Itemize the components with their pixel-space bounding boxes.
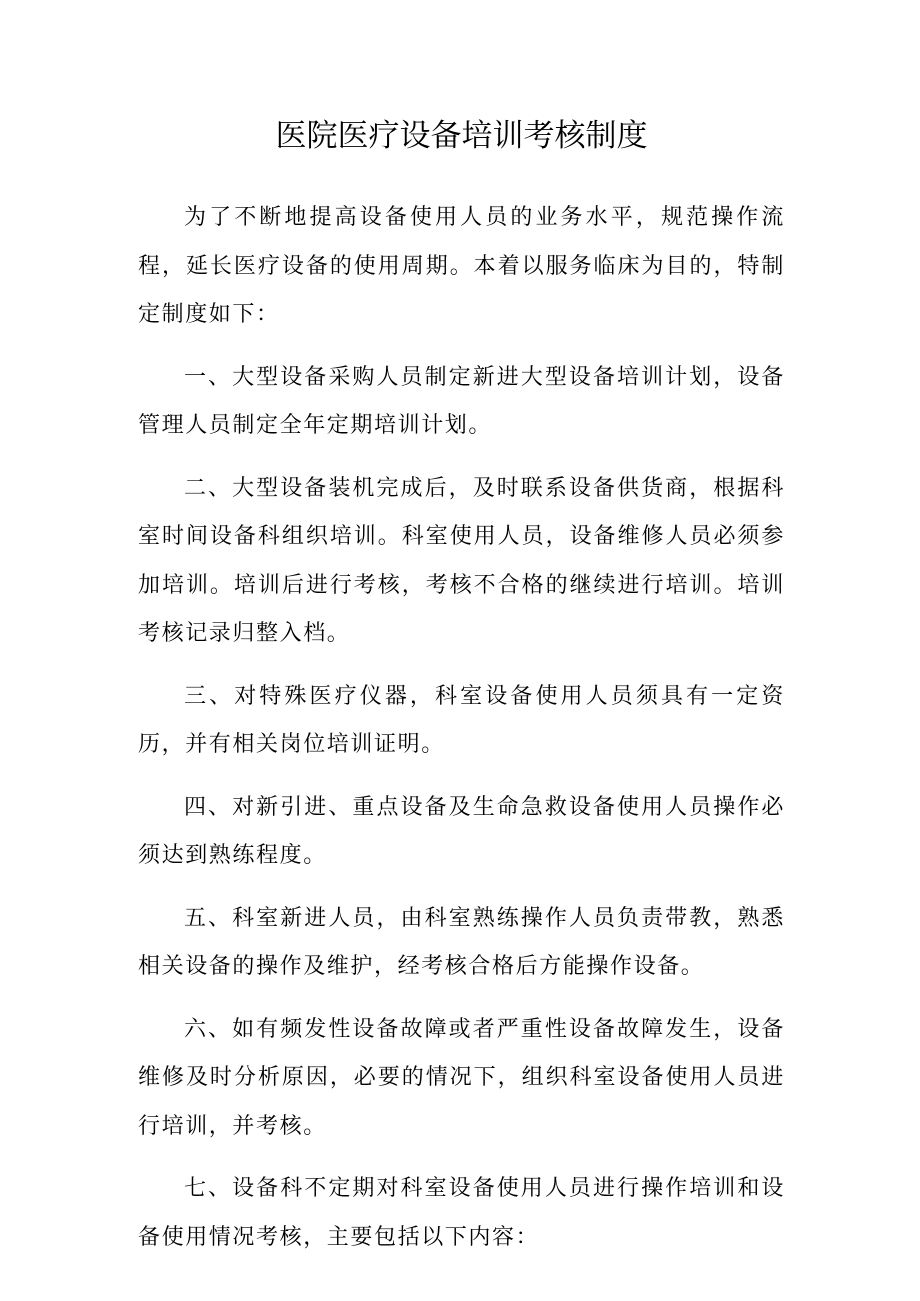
clause-3-paragraph: 三、对特殊医疗仪器，科室设备使用人员须具有一定资历，并有相关岗位培训证明。 xyxy=(138,683,785,757)
intro-paragraph: 为了不断地提高设备使用人员的业务水平，规范操作流程，延长医疗设备的使用周期。本着以服务临床为目的，特制定制度如下： xyxy=(138,205,785,327)
document-title: 医院医疗设备培训考核制度 xyxy=(275,118,648,154)
clause-5-paragraph: 五、科室新进人员，由科室熟练操作人员负责带教，熟悉相关设备的操作及维护，经考核合格后方能操作设备。 xyxy=(138,905,785,979)
clause-1-paragraph: 一、大型设备采购人员制定新进大型设备培训计划，设备管理人员制定全年定期培训计划。 xyxy=(138,364,785,438)
clause-4-paragraph: 四、对新引进、重点设备及生命急救设备使用人员操作必须达到熟练程度。 xyxy=(138,794,785,868)
clause-7-paragraph: 七、设备科不定期对科室设备使用人员进行操作培训和设备使用情况考核，主要包括以下内容： xyxy=(138,1176,785,1250)
clause-2-paragraph: 二、大型设备装机完成后，及时联系设备供货商，根据科室时间设备科组织培训。科室使用人员，设备维修人员必须参加培训。培训后进行考核，考核不合格的继续进行培训。培训考核记录归整入档。 xyxy=(138,475,785,646)
clause-6-paragraph: 六、如有频发性设备故障或者严重性设备故障发生，设备维修及时分析原因，必要的情况下，组织科室设备使用人员进行培训，并考核。 xyxy=(138,1016,785,1139)
